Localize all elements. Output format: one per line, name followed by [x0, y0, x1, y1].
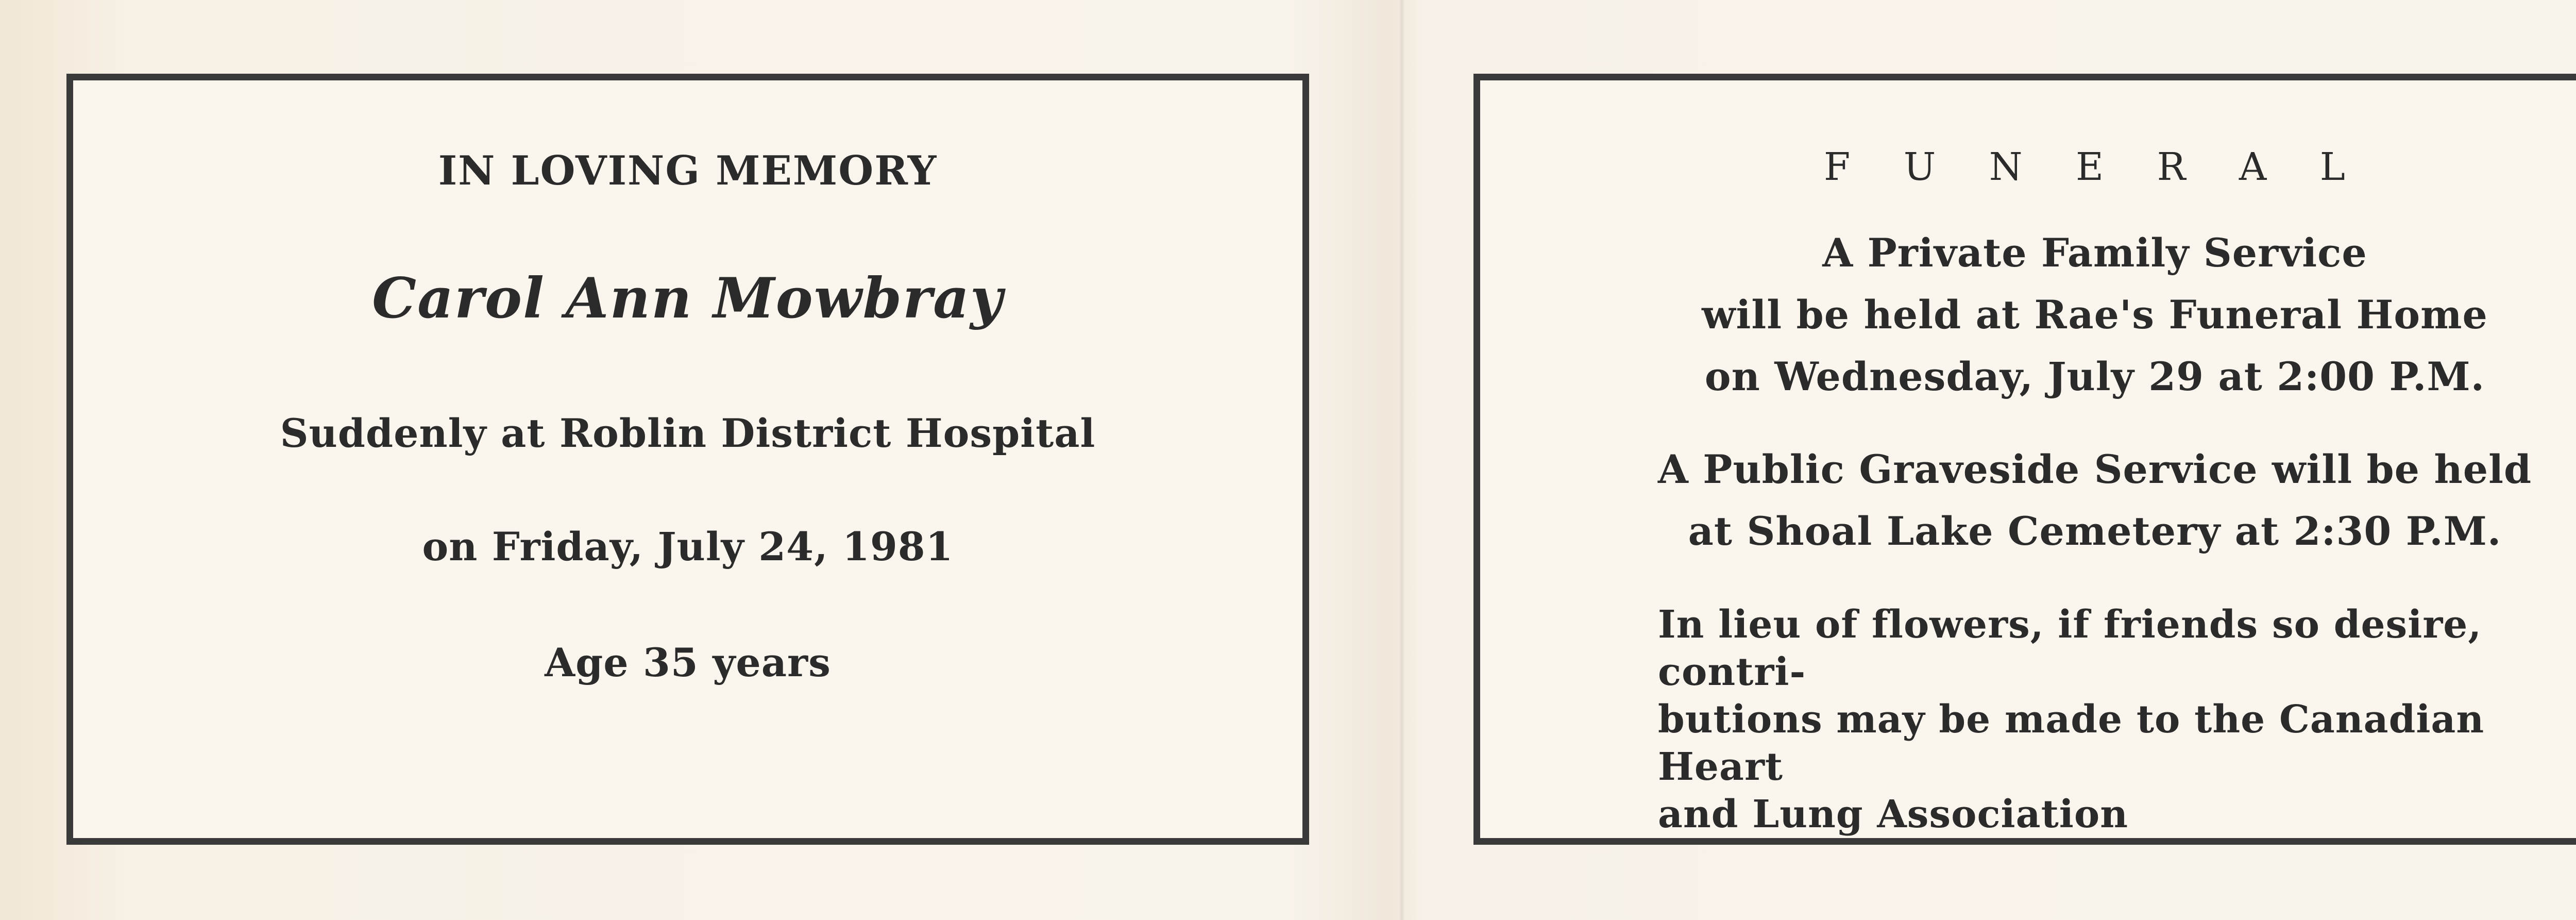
flowers-note: [1658, 601, 2575, 838]
deceased-name: Carol Ann Mowbray: [372, 266, 1004, 331]
flowers-note-line: In lieu of flowers, if friends so desire, contri-: [1658, 603, 2482, 694]
funeral-panel: [1473, 74, 2576, 845]
flowers-note-line: butions may be made to the Canadian Heart: [1658, 697, 2485, 789]
death-place: Suddenly at Roblin District Hospital: [280, 410, 1096, 456]
public-service-line: at Shoal Lake Cemetery at 2:30 P.M.: [1688, 508, 2502, 554]
card-fold: [1399, 0, 1404, 920]
memorial-heading: IN LOVING MEMORY: [438, 147, 938, 194]
memorial-panel: [66, 74, 1309, 845]
private-service-line: will be held at Rae's Funeral Home: [1702, 292, 2488, 338]
funeral-title: F U N E R A L: [1824, 145, 2366, 189]
flowers-note-line: and Lung Association: [1658, 792, 2129, 837]
death-date: on Friday, July 24, 1981: [422, 524, 954, 570]
private-service-line: on Wednesday, July 29 at 2:00 P.M.: [1704, 354, 2485, 399]
public-service-line: A Public Graveside Service will be held: [1657, 446, 2532, 492]
private-service-line: A Private Family Service: [1822, 230, 2367, 276]
age: Age 35 years: [545, 640, 831, 685]
